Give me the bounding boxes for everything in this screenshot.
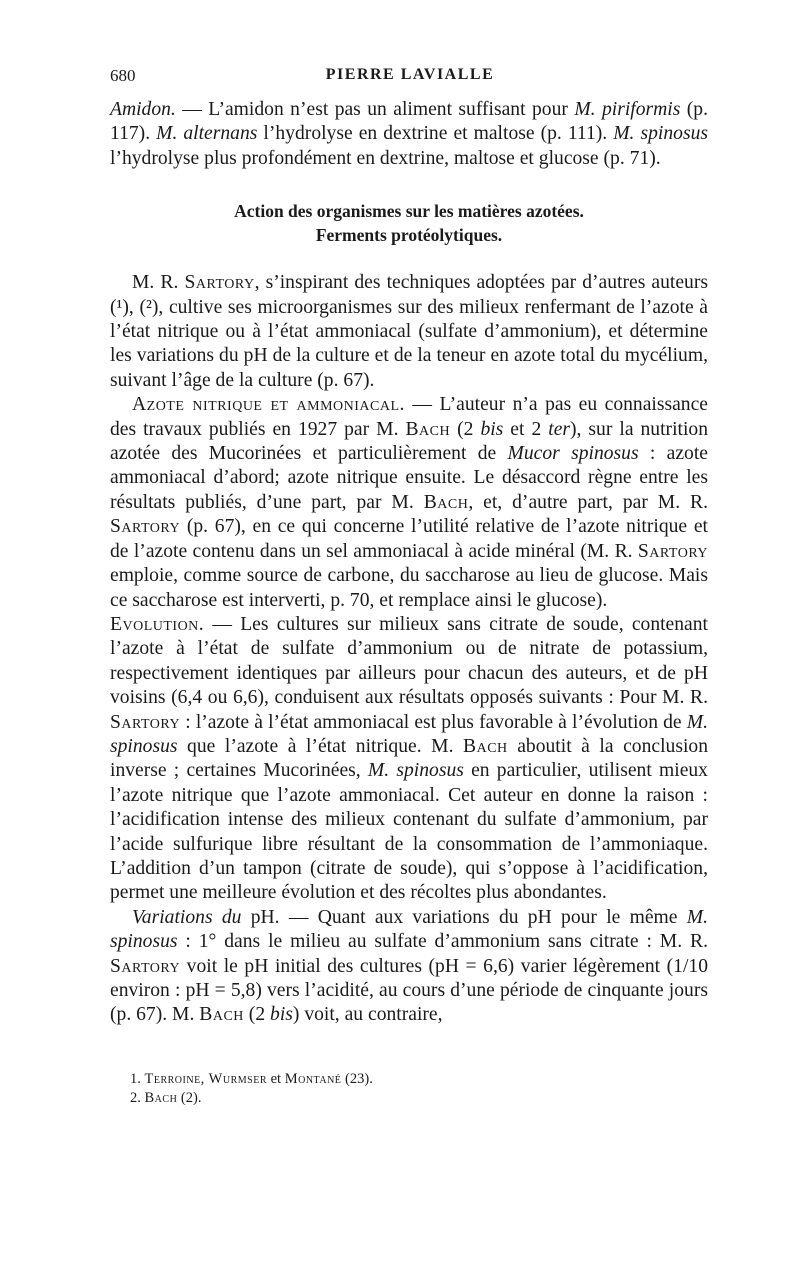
paragraph-amidon: Amidon. — L’amidon n’est pas un aliment suffisant pour M. piriformis (p. 117). M. alternans l’hydrolyse en dextrine et maltose (p. 111). M. spinosus l’hydrolyse plus profondément en dextrine, maltose et glucose (p. 71). bbox=[110, 99, 709, 169]
page-number: 680 bbox=[110, 66, 136, 85]
footnotes bbox=[130, 1070, 373, 1108]
footnote-1: 1. Terroine, Wurmser et Montané (23). bbox=[130, 1071, 373, 1087]
footnote-2: 2. Bach (2). bbox=[130, 1090, 202, 1106]
paragraph-azote: Azote nitrique et ammoniacal. — L’auteur n’a pas eu connaissance des travaux publiés en 1927 par M. Bach (2 bis et 2 ter), sur la nutrition azotée des Mucorinées et particulièrement de Mucor spinosus : azote ammoniacal d’abord; azote nitrique ensuite. Le désaccord règne entre les résultats publiés, d’une part, par M. Bach, et, d’autre part, par M. R. Sartory (p. 67), en ce qui concerne l’utilité relative de l’azote nitrique et de l’azote contenu dans un sel ammoniacal à acide minéral (M. R. Sartory emploie, comme source de carbone, du saccharose au lieu de glucose. Mais ce saccharose est interverti, p. 70, et remplace ainsi le glucose). bbox=[110, 394, 709, 611]
page-header bbox=[110, 66, 710, 86]
paragraph-evolution: Evolution. — Les cultures sur milieux sans citrate de soude, contenant l’azote à l’état de sulfate d’ammonium ou de nitrate de potassium, respectivement identiques par ailleurs pour chacun des auteurs, et de pH voisins (6,4 ou 6,6), conduisent aux résultats opposés suivants : Pour M. R. Sartory : l’azote à l’état ammoniacal est plus favorable à l’évolution de M. spinosus que l’azote à l’état nitrique. M. Bach aboutit à la conclusion inverse ; certaines Mucorinées, M. spinosus en particulier, utilisent mieux l’azote nitrique que l’azote ammoniacal. Cet auteur en donne la raison : l’acidification intense des milieux contenant du sulfate d’ammonium, par l’acide sulfurique libre résultant de la consommation de l’ammoniaque. L’addition d’un tampon (citrate de soude), qui s’oppose à l’acidification, permet une meilleure évolution et des récoltes plus abondantes. bbox=[110, 613, 708, 904]
running-head: PIERRE LAVIALLE bbox=[325, 66, 495, 83]
body-text bbox=[110, 98, 708, 1028]
paragraph-variations: Variations du pH. — Quant aux variations du pH pour le même M. spinosus : 1° dans le milieu au sulfate d’ammonium sans citrate : M. R. Sartory voit le pH initial des cultures (pH = 6,6) varier légèrement (1/10 environ : pH = 5,8) vers l’acidité, au cours d’une période de cinquante jours (p. 67). M. Bach (2 bis) voit, au contraire, bbox=[110, 906, 709, 1026]
paragraph-sartory: M. R. Sartory, s’inspirant des techniques adoptées par d’autres auteurs (¹), (²), cultive ses microorganismes sur des milieux renfermant de l’azote à l’état nitrique ou à l’état ammoniacal (sulfate d’ammonium), et détermine les variations du pH de la culture et de la teneur en azote total du mycélium, suivant l’âge de la culture (p. 67). bbox=[110, 272, 708, 391]
section-title: Action des organismes sur les matières azotées. Ferments protéolytiques. bbox=[234, 201, 584, 246]
